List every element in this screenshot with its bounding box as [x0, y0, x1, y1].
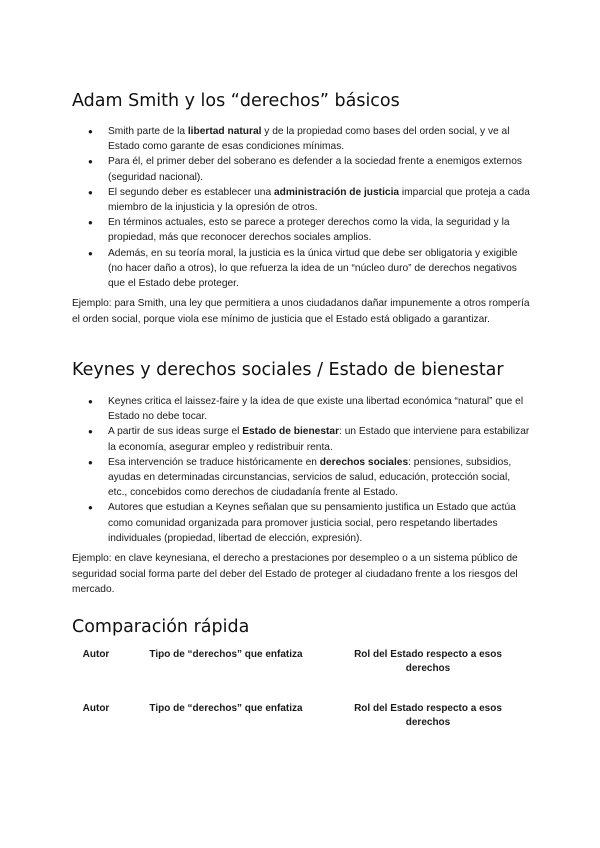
bullet-icon: ●	[88, 248, 93, 258]
smith-example: Ejemplo: para Smith, una ley que permitiera a unos ciudadanos dañar impunemente a otros rompería el orden social, porque viola ese mínimo de justicia que el Estado está obligado a garantizar.	[72, 298, 530, 325]
list-item: ● Esa intervención se traduce históricamente en derechos sociales: pensiones, subsidios, ayudas en determinadas circunstancias, servicios de salud, educación, protección social, etc., concebidos como derechos de ciudadanía frente al Estado.	[88, 456, 512, 499]
list-item: ● Para él, el primer deber del soberano es defender a la sociedad frente a enemigos externos (seguridad nacional).	[88, 156, 522, 183]
bullet-icon: ●	[88, 457, 93, 467]
keynes-bullet-list	[88, 394, 532, 546]
section-title-keynes: Keynes y derechos sociales / Estado de bienestar	[72, 360, 504, 380]
smith-bullet-list	[88, 124, 532, 291]
list-item: ● Además, en su teoría moral, la justicia es la única virtud que debe ser obligatoria y exigible (no hacer daño a otros), lo que refuerza la idea de un “núcleo duro” de derechos negativos que el Estado debe proteger.	[88, 247, 518, 290]
bullet-icon: ●	[88, 503, 93, 513]
section-title-comparison: Comparación rápida	[72, 617, 250, 637]
section-title-smith: Adam Smith y los “derechos” básicos	[72, 91, 400, 111]
list-item: ● Smith parte de la libertad natural y de la propiedad como bases del orden social, y ve al Estado como garante de esas condiciones mínimas.	[88, 126, 510, 153]
table-cell-tipo: Tipo de “derechos” que enfatiza	[149, 703, 303, 714]
list-item: ● Keynes critica el laissez-faire y la idea de que existe una libertad económica “natural” que el Estado no debe tocar.	[88, 396, 524, 423]
table-cell-tipo: Tipo de “derechos” que enfatiza	[149, 649, 303, 660]
list-item: ● En términos actuales, esto se parece a proteger derechos como la vida, la seguridad y la propiedad, más que reconocer derechos sociales amplios.	[88, 217, 510, 244]
bullet-icon: ●	[88, 127, 93, 136]
table-cell-autor: Autor	[82, 649, 110, 660]
bullet-icon: ●	[88, 187, 93, 197]
bullet-icon: ●	[88, 218, 93, 228]
bullet-icon: ●	[88, 397, 93, 406]
table-cell-rol: Rol del Estado respecto a esos derechos	[354, 649, 502, 674]
table-cell-rol: Rol del Estado respecto a esos derechos	[354, 703, 502, 728]
bullet-icon: ●	[88, 157, 93, 167]
bullet-icon: ●	[88, 427, 93, 437]
list-item: ● Autores que estudian a Keynes señalan que su pensamiento justifica un Estado que actúa como comunidad organizada para promover justicia social, pero respetando libertades individuales (propiedad, libertad de elección, expresión).	[88, 502, 516, 544]
keynes-example: Ejemplo: en clave keynesiana, el derecho a prestaciones por desempleo o a un sistema público de seguridad social forma parte del deber del Estado de proteger al ciudadano frente a los riesgos del mercado.	[72, 553, 518, 595]
table-cell-autor: Autor	[82, 703, 110, 714]
list-item: ● A partir de sus ideas surge el Estado de bienestar: un Estado que interviene para estabilizar la economía, asegurar empleo y redistribuir renta.	[88, 426, 530, 453]
list-item: ● El segundo deber es establecer una administración de justicia imparcial que proteja a cada miembro de la injusticia y la opresión de otros.	[88, 186, 530, 214]
